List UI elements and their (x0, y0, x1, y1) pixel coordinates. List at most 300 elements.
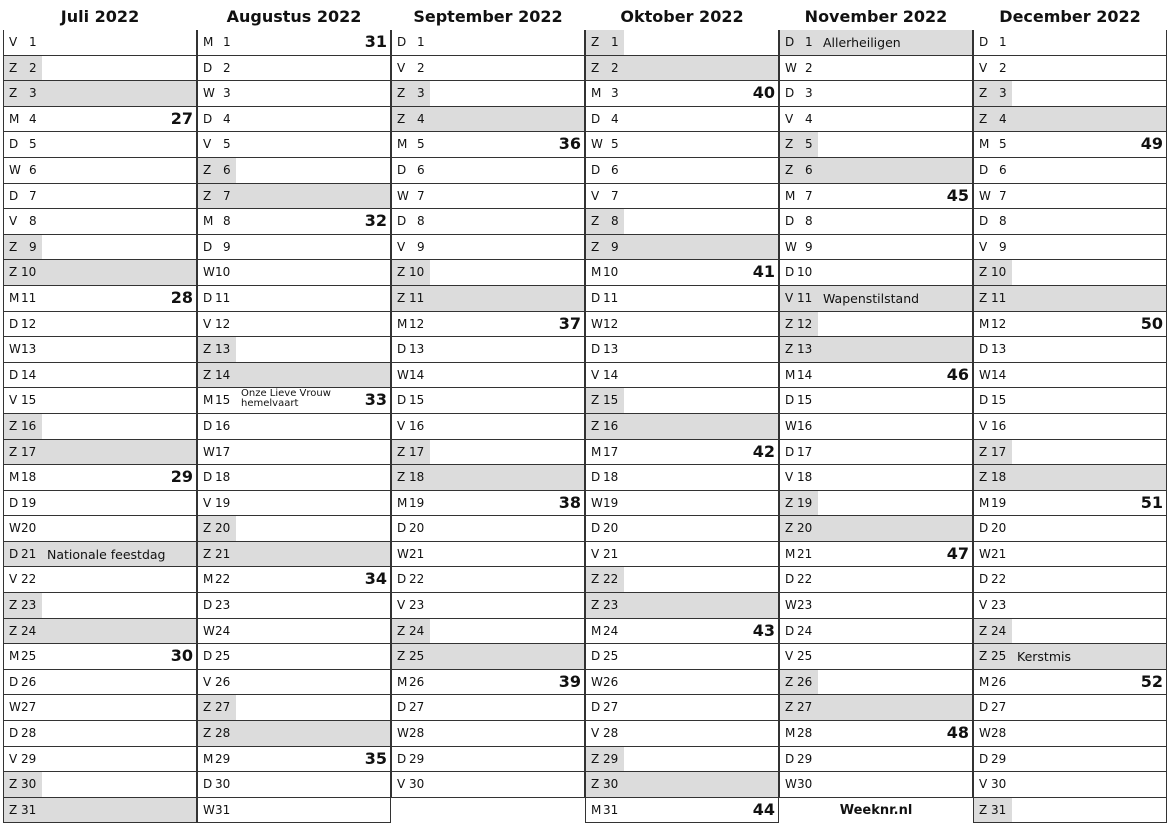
week-number: 50 (1140, 313, 1163, 333)
day-row (197, 542, 391, 568)
day-number: 16 (603, 418, 619, 433)
weekday-letter: W (591, 316, 603, 331)
weekday-letter: V (9, 214, 18, 229)
day-row (973, 440, 1167, 466)
weekday-letter: Z (979, 649, 988, 664)
day-row (779, 593, 973, 619)
day-number: 16 (21, 418, 37, 433)
weekday-letter: Z (9, 239, 18, 254)
weekday-letter: M (203, 214, 214, 229)
day-number: 4 (417, 111, 425, 126)
weekday-letter: Z (397, 111, 406, 126)
weekday-letter: V (397, 598, 406, 613)
weekday-letter: Z (203, 162, 212, 177)
day-row (585, 209, 779, 235)
weekday-letter: D (9, 546, 19, 561)
weekday-letter: W (591, 137, 603, 152)
day-row (585, 593, 779, 619)
weekday-letter: D (591, 342, 601, 357)
day-row (197, 132, 391, 158)
day-number: 23 (797, 598, 813, 613)
day-row (3, 772, 197, 798)
day-row (973, 132, 1167, 158)
day-row (391, 158, 585, 184)
weekday-letter: V (397, 60, 406, 75)
weekday-letter: Z (203, 367, 212, 382)
weekday-letter: D (979, 35, 989, 49)
day-number: 7 (417, 188, 425, 203)
week-number: 28 (170, 287, 193, 307)
day-row (197, 81, 391, 107)
day-row (973, 670, 1167, 696)
day-number: 15 (409, 393, 425, 408)
day-row (779, 644, 973, 670)
day-number: 13 (409, 342, 425, 357)
day-number: 22 (991, 572, 1007, 587)
day-number: 19 (215, 495, 231, 510)
month-column (585, 4, 779, 823)
day-row (585, 158, 779, 184)
day-number: 10 (991, 265, 1007, 280)
day-number: 9 (417, 239, 425, 254)
weekday-letter: D (203, 60, 213, 75)
weekday-letter: V (591, 188, 600, 203)
weekday-letter: V (979, 777, 988, 792)
weekday-letter: Z (397, 86, 406, 101)
weekday-letter: Z (397, 649, 406, 664)
day-row (779, 337, 973, 363)
day-row (779, 30, 973, 56)
weekday-letter: Z (785, 700, 794, 715)
day-number: 2 (805, 60, 813, 75)
day-row (973, 363, 1167, 389)
day-row (779, 81, 973, 107)
day-row (391, 30, 585, 56)
weekday-letter: M (979, 316, 990, 331)
day-number: 9 (223, 239, 231, 254)
day-row (973, 567, 1167, 593)
weekday-letter: Z (591, 393, 600, 408)
day-row (779, 312, 973, 338)
weekday-letter: Z (9, 444, 18, 459)
day-row (391, 542, 585, 568)
day-row (197, 184, 391, 210)
day-number: 31 (603, 802, 619, 817)
day-row (973, 721, 1167, 747)
day-number: 3 (999, 86, 1007, 101)
day-row (973, 286, 1167, 312)
day-row (197, 721, 391, 747)
day-row (197, 158, 391, 184)
day-number: 29 (603, 751, 619, 766)
weekday-letter: Z (397, 470, 406, 485)
day-row (973, 695, 1167, 721)
day-number: 11 (409, 290, 425, 305)
day-row (973, 388, 1167, 414)
day-number: 17 (21, 444, 37, 459)
day-number: 27 (409, 700, 425, 715)
day-row (779, 491, 973, 517)
weekday-letter: D (9, 495, 19, 510)
day-number: 18 (603, 470, 619, 485)
day-number: 8 (611, 214, 619, 229)
day-number: 16 (797, 418, 813, 433)
weekday-letter: V (203, 137, 212, 152)
weekday-letter: W (979, 546, 991, 561)
weekday-letter: W (979, 726, 991, 741)
day-number: 14 (991, 367, 1007, 382)
day-row (3, 465, 197, 491)
weekday-letter: D (203, 290, 213, 305)
day-number: 7 (611, 188, 619, 203)
weekday-letter: D (591, 470, 601, 485)
day-number: 22 (409, 572, 425, 587)
day-row (973, 107, 1167, 133)
day-number: 17 (215, 444, 231, 459)
weekday-letter: M (979, 137, 990, 152)
day-row (973, 747, 1167, 773)
weekday-letter: M (203, 572, 214, 587)
day-number: 11 (215, 290, 231, 305)
day-row (3, 337, 197, 363)
weekday-letter: W (9, 700, 21, 715)
day-number: 1 (417, 35, 425, 49)
weekday-letter: D (203, 598, 213, 613)
day-row (391, 491, 585, 517)
weekday-letter: Z (591, 777, 600, 792)
day-number: 5 (805, 137, 813, 152)
weekday-letter: V (9, 35, 18, 49)
weekday-letter: D (591, 162, 601, 177)
day-number: 8 (223, 214, 231, 229)
month-column (973, 4, 1167, 823)
day-row (3, 593, 197, 619)
week-number: 48 (946, 723, 969, 743)
weekday-letter: Z (591, 598, 600, 613)
weekday-letter: Z (9, 86, 18, 101)
day-number: 19 (21, 495, 37, 510)
weekday-letter: M (397, 674, 408, 689)
day-row (973, 516, 1167, 542)
day-row (779, 772, 973, 798)
day-row (585, 107, 779, 133)
day-row (973, 644, 1167, 670)
weekday-letter: W (203, 86, 215, 101)
day-row (779, 747, 973, 773)
weekday-letter: Z (591, 418, 600, 433)
weekday-letter: D (979, 700, 989, 715)
weekday-letter: D (9, 188, 19, 203)
day-row (779, 132, 973, 158)
weekday-letter: D (591, 649, 601, 664)
day-number: 2 (417, 60, 425, 75)
weekday-letter: V (203, 674, 212, 689)
day-row (197, 209, 391, 235)
day-number: 7 (223, 188, 231, 203)
day-row (973, 542, 1167, 568)
weekday-letter: V (203, 495, 212, 510)
weekday-letter: D (397, 700, 407, 715)
day-number: 17 (797, 444, 813, 459)
day-row (197, 414, 391, 440)
day-number: 24 (215, 623, 231, 638)
day-row (973, 56, 1167, 82)
day-row (391, 465, 585, 491)
day-row (585, 695, 779, 721)
weekday-letter: D (979, 342, 989, 357)
day-row (3, 388, 197, 414)
day-number: 30 (603, 777, 619, 792)
day-row (197, 567, 391, 593)
weekday-letter: Z (979, 623, 988, 638)
day-number: 27 (603, 700, 619, 715)
day-number: 31 (991, 802, 1007, 817)
day-number: 25 (409, 649, 425, 664)
day-number: 8 (999, 214, 1007, 229)
weekday-letter: Z (203, 188, 212, 203)
day-number: 24 (797, 623, 813, 638)
weekday-letter: M (785, 546, 796, 561)
day-row (3, 619, 197, 645)
day-row (3, 107, 197, 133)
day-number: 14 (603, 367, 619, 382)
day-number: 15 (603, 393, 619, 408)
day-row (3, 132, 197, 158)
weekday-letter: V (591, 546, 600, 561)
day-row (585, 798, 779, 824)
day-row (973, 772, 1167, 798)
day-number: 27 (797, 700, 813, 715)
day-number: 11 (797, 290, 813, 305)
weekday-letter: M (9, 470, 20, 485)
weekday-letter: V (397, 777, 406, 792)
day-number: 30 (21, 777, 37, 792)
month-title: September 2022 (413, 7, 563, 26)
weekday-letter: V (9, 751, 18, 766)
day-number: 22 (603, 572, 619, 587)
week-number: 37 (558, 313, 581, 333)
weekday-letter: M (591, 802, 602, 817)
day-number: 3 (611, 86, 619, 101)
week-number: 43 (752, 620, 775, 640)
weekday-letter: Z (979, 802, 988, 817)
weekday-letter: Z (591, 214, 600, 229)
weekday-letter: Z (785, 674, 794, 689)
day-row (391, 312, 585, 338)
day-number: 5 (29, 137, 37, 152)
day-row (779, 286, 973, 312)
day-number: 24 (409, 623, 425, 638)
day-row (3, 798, 197, 824)
day-row (585, 747, 779, 773)
month-title: December 2022 (999, 7, 1141, 26)
day-row (585, 30, 779, 56)
week-number: 47 (946, 543, 969, 563)
month-title: Oktober 2022 (620, 7, 744, 26)
weekday-letter: W (785, 239, 797, 254)
weekday-letter: Z (591, 751, 600, 766)
day-row (391, 567, 585, 593)
day-number: 14 (21, 367, 37, 382)
day-row (3, 440, 197, 466)
day-row (779, 158, 973, 184)
day-number: 5 (611, 137, 619, 152)
day-row (391, 619, 585, 645)
day-row (197, 593, 391, 619)
weekday-letter: M (591, 623, 602, 638)
day-number: 23 (603, 598, 619, 613)
day-row (3, 81, 197, 107)
month-title: Augustus 2022 (226, 7, 362, 26)
day-row (779, 56, 973, 82)
week-number: 51 (1140, 492, 1163, 512)
day-number: 7 (999, 188, 1007, 203)
day-row (3, 695, 197, 721)
day-row (973, 337, 1167, 363)
weekday-letter: D (785, 623, 795, 638)
week-number: 38 (558, 492, 581, 512)
day-row (585, 491, 779, 517)
weekday-letter: D (397, 162, 407, 177)
day-number: 1 (805, 35, 813, 49)
weekday-letter: D (591, 290, 601, 305)
day-row (3, 184, 197, 210)
day-row (197, 56, 391, 82)
day-number: 28 (215, 726, 231, 741)
day-number: 26 (797, 674, 813, 689)
weekday-letter: Z (979, 290, 988, 305)
day-number: 3 (29, 86, 37, 101)
day-row (197, 107, 391, 133)
week-number: 29 (170, 467, 193, 487)
day-row (197, 747, 391, 773)
day-number: 9 (999, 239, 1007, 254)
day-row (3, 491, 197, 517)
day-number: 30 (991, 777, 1007, 792)
weekday-letter: M (397, 137, 408, 152)
week-number: 46 (946, 364, 969, 384)
weekday-letter: D (785, 265, 795, 280)
day-number: 16 (409, 418, 425, 433)
day-row (585, 235, 779, 261)
day-row (197, 337, 391, 363)
day-row (779, 209, 973, 235)
day-row (585, 542, 779, 568)
day-row (197, 644, 391, 670)
day-number: 16 (991, 418, 1007, 433)
weekday-letter: Z (785, 521, 794, 536)
day-number: 30 (409, 777, 425, 792)
weekday-letter: M (9, 290, 20, 305)
day-number: 14 (215, 367, 231, 382)
day-row (779, 235, 973, 261)
weekday-letter: M (785, 367, 796, 382)
day-number: 12 (991, 316, 1007, 331)
weekday-letter: W (591, 495, 603, 510)
weekday-letter: Z (979, 470, 988, 485)
day-row (973, 209, 1167, 235)
weekday-letter: D (397, 521, 407, 536)
week-number: 41 (752, 262, 775, 282)
day-row (973, 30, 1167, 56)
holiday-label: Onze Lieve Vrouw hemelvaart (241, 388, 331, 410)
weekday-letter: M (785, 726, 796, 741)
day-row (3, 260, 197, 286)
weekday-letter: D (9, 316, 19, 331)
weekday-letter: Z (979, 265, 988, 280)
weekday-letter: M (203, 751, 214, 766)
day-row (197, 619, 391, 645)
day-row (391, 772, 585, 798)
day-row (973, 465, 1167, 491)
day-row (391, 184, 585, 210)
day-number: 22 (215, 572, 231, 587)
weekday-letter: V (397, 418, 406, 433)
day-number: 31 (21, 802, 37, 817)
weekday-letter: V (591, 367, 600, 382)
weekday-letter: M (591, 86, 602, 101)
day-row (197, 491, 391, 517)
weekday-letter: D (785, 444, 795, 459)
day-row (391, 209, 585, 235)
day-row (973, 619, 1167, 645)
day-row (779, 542, 973, 568)
weekday-letter: W (397, 188, 409, 203)
weekday-letter: D (203, 239, 213, 254)
weekday-letter: M (397, 495, 408, 510)
weekday-letter: M (785, 188, 796, 203)
weekday-letter: W (785, 60, 797, 75)
day-number: 15 (991, 393, 1007, 408)
week-number: 49 (1140, 134, 1163, 154)
day-row (3, 209, 197, 235)
day-row (391, 388, 585, 414)
day-number: 14 (797, 367, 813, 382)
day-number: 29 (21, 751, 37, 766)
week-number: 45 (946, 185, 969, 205)
weekday-letter: Z (9, 265, 18, 280)
day-row (3, 312, 197, 338)
weekday-letter: V (979, 60, 988, 75)
day-number: 19 (991, 495, 1007, 510)
weekday-letter: V (591, 726, 600, 741)
day-row (973, 593, 1167, 619)
week-number: 33 (364, 390, 387, 410)
day-number: 28 (21, 726, 37, 741)
day-row (197, 772, 391, 798)
day-row (585, 772, 779, 798)
day-number: 19 (603, 495, 619, 510)
weekday-letter: D (591, 700, 601, 715)
day-row (585, 132, 779, 158)
weekday-letter: M (591, 265, 602, 280)
day-row (3, 363, 197, 389)
day-row (585, 567, 779, 593)
day-number: 17 (409, 444, 425, 459)
day-number: 1 (223, 35, 231, 49)
weekday-letter: D (785, 393, 795, 408)
day-number: 11 (603, 290, 619, 305)
weekday-letter: W (203, 444, 215, 459)
holiday-label: Nationale feestdag (47, 546, 166, 562)
day-number: 18 (409, 470, 425, 485)
weekday-letter: M (979, 674, 990, 689)
weekday-letter: M (979, 495, 990, 510)
day-row (3, 414, 197, 440)
day-row (197, 260, 391, 286)
weekday-letter: V (397, 239, 406, 254)
day-number: 8 (417, 214, 425, 229)
